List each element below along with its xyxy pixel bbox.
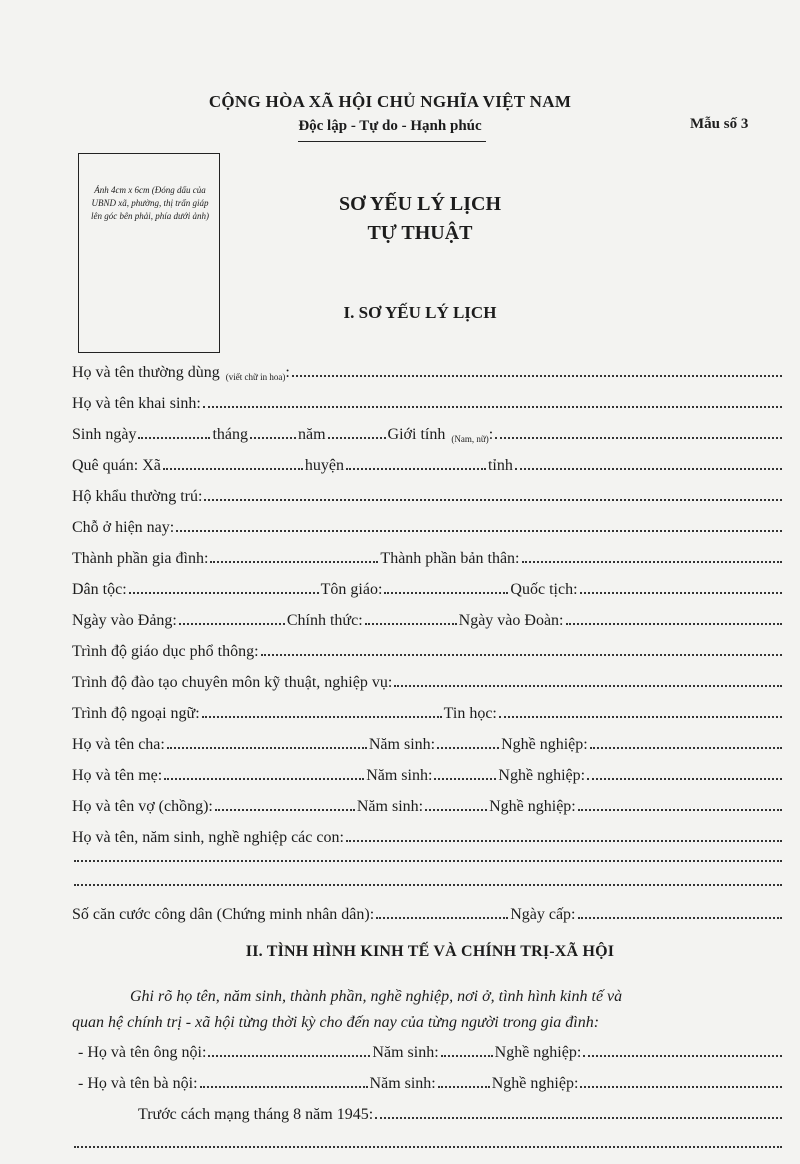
row-ethnicity — [72, 575, 784, 599]
self-class-field[interactable] — [522, 561, 783, 563]
grandfather-label: - Họ và tên ông nội: — [78, 1044, 207, 1061]
province-field[interactable] — [515, 468, 782, 470]
ethnicity-label: Dân tộc: — [72, 581, 127, 598]
birth-year-field[interactable] — [328, 437, 386, 439]
gender-label: Giới tính — [387, 426, 446, 443]
general-education-field[interactable] — [261, 654, 782, 656]
instruction-line-2 — [72, 1008, 784, 1032]
common-name-field[interactable] — [292, 375, 782, 377]
district-field[interactable] — [346, 468, 486, 470]
nationality-field[interactable] — [580, 592, 782, 594]
photo-box-text: Ảnh 4cm x 6cm (Đóng dấu của UBND xã, phường, thị trấn giáp lên góc bên phải, phía dưới ảnh) — [91, 185, 209, 221]
row-permanent-residence — [72, 482, 784, 506]
district-label: huyện — [304, 457, 344, 474]
section-2-heading: II. TÌNH HÌNH KINH TẾ VÀ CHÍNH TRỊ-XÃ HỘI — [245, 943, 615, 960]
children-field[interactable] — [346, 840, 782, 842]
spouse-name-field[interactable] — [215, 809, 355, 811]
grandmother-birth-year-label: Năm sinh: — [369, 1075, 436, 1092]
grandmother-name-field[interactable] — [200, 1086, 368, 1088]
row-father — [72, 730, 784, 754]
mother-birth-year-field[interactable] — [434, 778, 496, 780]
official-field[interactable] — [365, 623, 457, 625]
row-hometown — [72, 451, 784, 475]
mother-name-field[interactable] — [164, 778, 364, 780]
family-class-field[interactable] — [210, 561, 378, 563]
foreign-language-field[interactable] — [202, 716, 442, 718]
current-residence-field[interactable] — [176, 530, 782, 532]
issue-date-field[interactable] — [578, 917, 783, 919]
row-spouse — [72, 792, 784, 816]
children-extra-line-2[interactable] — [74, 884, 782, 886]
row-professional — [72, 668, 784, 692]
father-occupation-label: Nghề nghiệp: — [501, 736, 588, 753]
union-join-field[interactable] — [566, 623, 783, 625]
common-name-label: Họ và tên thường dùng — [72, 364, 220, 381]
issue-date-label: Ngày cấp: — [510, 906, 576, 923]
gender-note: (Nam, nữ) — [451, 434, 489, 444]
professional-field[interactable] — [394, 685, 782, 687]
birth-day-field[interactable] — [138, 437, 210, 439]
birth-name-field[interactable] — [203, 406, 782, 408]
province-label: tỉnh — [487, 457, 513, 474]
birth-year-label: năm — [298, 426, 326, 443]
motto: Độc lập - Tự do - Hạnh phúc — [298, 118, 482, 134]
before-revolution-extra-line[interactable] — [74, 1146, 782, 1148]
instruction-text-1: Ghi rõ họ tên, năm sinh, thành phần, nghề nghiệp, nơi ở, tình hình kinh tế và — [130, 988, 623, 1005]
birth-month-label: tháng — [212, 426, 248, 443]
row-citizen-id — [72, 900, 784, 924]
before-revolution-field[interactable] — [375, 1117, 782, 1119]
row-before-revolution — [138, 1100, 784, 1124]
document-title: SƠ YẾU LÝ LỊCH — [338, 193, 502, 215]
grandfather-name-field[interactable] — [208, 1055, 370, 1057]
father-birth-year-field[interactable] — [437, 747, 499, 749]
before-revolution-label: Trước cách mạng tháng 8 năm 1945: — [138, 1106, 374, 1123]
grandmother-occupation-label: Nghề nghiệp: — [491, 1075, 579, 1092]
ethnicity-field[interactable] — [129, 592, 319, 594]
instruction-line-1 — [130, 982, 784, 1006]
row-grandmother — [78, 1069, 784, 1093]
official-label: Chính thức: — [286, 612, 363, 629]
union-join-label: Ngày vào Đoàn: — [458, 612, 564, 629]
document-subtitle: TỰ THUẬT — [367, 222, 473, 244]
motto-underline — [298, 141, 486, 142]
mother-occupation-field[interactable] — [587, 778, 782, 780]
nationality-label: Quốc tịch: — [510, 581, 578, 598]
foreign-language-label: Trình độ ngoại ngữ: — [72, 705, 200, 722]
party-join-label: Ngày vào Đảng: — [72, 612, 177, 629]
father-name-field[interactable] — [167, 747, 367, 749]
row-party — [72, 606, 784, 630]
professional-label: Trình độ đào tạo chuyên môn kỹ thuật, nghiệp vụ: — [72, 674, 393, 691]
row-common-name: Họ và tên thường dùng (viết chữ in hoa) : — [72, 358, 784, 382]
spouse-occupation-field[interactable] — [578, 809, 782, 811]
section-1-heading: I. SƠ YẾU LÝ LỊCH — [343, 303, 497, 322]
row-mother — [72, 761, 784, 785]
gender-field[interactable] — [495, 437, 782, 439]
grandfather-birth-year-field[interactable] — [441, 1055, 493, 1057]
grandfather-birth-year-label: Năm sinh: — [372, 1044, 439, 1061]
general-education-label: Trình độ giáo dục phổ thông: — [72, 643, 259, 660]
row-birth-date: Sinh ngày tháng năm Giới tính (Nam, nữ) : — [72, 420, 784, 444]
birth-day-label: Sinh ngày — [72, 426, 137, 443]
row-children — [72, 823, 784, 847]
instruction-text-2: quan hệ chính trị - xã hội từng thời kỳ cho đến nay của từng người trong gia đình: — [72, 1014, 600, 1031]
permanent-residence-field[interactable] — [204, 499, 782, 501]
row-general-education — [72, 637, 784, 661]
spouse-birth-year-field[interactable] — [425, 809, 487, 811]
permanent-residence-label: Hộ khẩu thường trú: — [72, 488, 203, 505]
informatics-label: Tin học: — [443, 705, 497, 722]
form-number: Mẫu số 3 — [690, 116, 749, 132]
party-join-field[interactable] — [179, 623, 285, 625]
row-current-residence — [72, 513, 784, 537]
row-birth-name — [72, 389, 784, 413]
children-label: Họ và tên, năm sinh, nghề nghiệp các con: — [72, 829, 344, 846]
self-class-label: Thành phần bản thân: — [380, 550, 520, 567]
family-class-label: Thành phần gia đình: — [72, 550, 209, 567]
grandmother-label: - Họ và tên bà nội: — [78, 1075, 198, 1092]
citizen-id-label: Số căn cước công dân (Chứng minh nhân dân): — [72, 906, 375, 923]
father-birth-year-label: Năm sinh: — [368, 736, 436, 753]
grandmother-birth-year-field[interactable] — [438, 1086, 490, 1088]
spouse-name-label: Họ và tên vợ (chồng): — [72, 798, 213, 815]
mother-name-label: Họ và tên mẹ: — [72, 767, 163, 784]
mother-occupation-label: Nghề nghiệp: — [498, 767, 586, 784]
grandfather-occupation-field[interactable] — [583, 1055, 782, 1057]
common-name-note: (viết chữ in hoa) — [225, 372, 286, 382]
religion-label: Tôn giáo: — [320, 581, 383, 598]
commune-field[interactable] — [163, 468, 303, 470]
row-language — [72, 699, 784, 723]
father-name-label: Họ và tên cha: — [72, 736, 165, 753]
hometown-label: Quê quán: Xã — [72, 457, 161, 474]
row-grandfather — [78, 1038, 784, 1062]
father-occupation-field[interactable] — [590, 747, 782, 749]
current-residence-label: Chỗ ở hiện nay: — [72, 519, 175, 536]
citizen-id-field[interactable] — [376, 917, 508, 919]
photo-box — [78, 153, 220, 353]
nation-title: CỘNG HÒA XÃ HỘI CHỦ NGHĨA VIỆT NAM — [208, 92, 572, 111]
birth-name-label: Họ và tên khai sinh: — [72, 395, 201, 412]
religion-field[interactable] — [384, 592, 508, 594]
spouse-birth-year-label: Năm sinh: — [356, 798, 424, 815]
birth-month-field[interactable] — [250, 437, 296, 439]
informatics-field[interactable] — [499, 716, 782, 718]
children-extra-line-1[interactable] — [74, 860, 782, 862]
mother-birth-year-label: Năm sinh: — [366, 767, 433, 784]
row-family-class — [72, 544, 784, 568]
grandmother-occupation-field[interactable] — [580, 1086, 782, 1088]
spouse-occupation-label: Nghề nghiệp: — [489, 798, 576, 815]
grandfather-occupation-label: Nghề nghiệp: — [494, 1044, 582, 1061]
